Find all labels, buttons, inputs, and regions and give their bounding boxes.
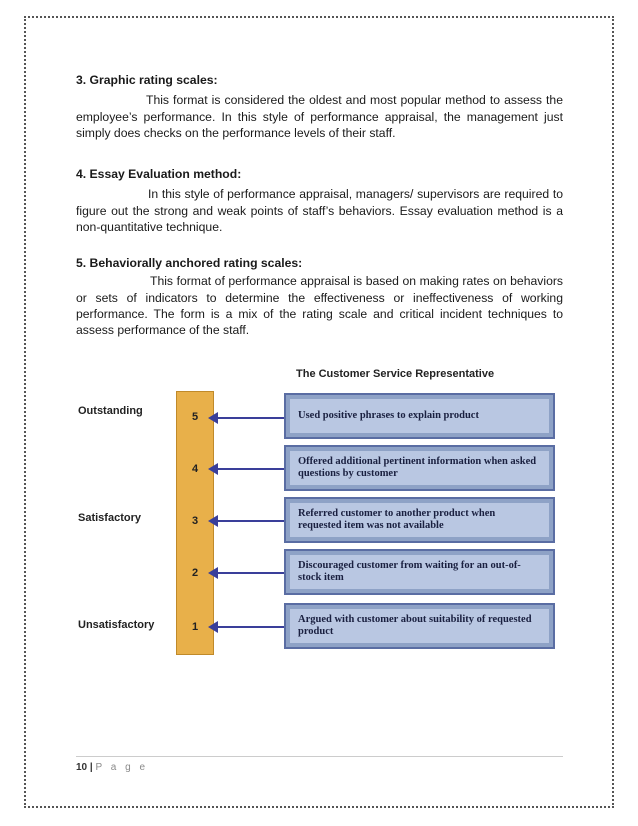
scale-value-2: 2	[192, 567, 199, 579]
section-paragraph: This format is considered the oldest and most popular method to assess the employee’s performance. In this style of performance appraisal, the management just simply does checks on the performance levels of their staff.	[76, 93, 563, 140]
figure-title: The Customer Service Representative	[296, 368, 495, 380]
footer-divider	[76, 756, 563, 757]
behavior-text: Used positive phrases to explain product	[290, 399, 549, 433]
behavior-text: Discouraged customer from waiting for an out-of-stock item	[290, 555, 549, 589]
section-paragraph: In this style of performance appraisal, managers/ supervisors are required to figure out the strong and weak points of staff’s behaviors. Essay evaluation method is a non-quantitative technique.	[76, 187, 563, 234]
arrow-left-icon	[216, 572, 286, 574]
bars-figure	[70, 365, 570, 665]
section-bars	[76, 255, 563, 338]
scale-value-1: 1	[192, 621, 199, 633]
behavior-text: Offered additional pertinent information when asked questions by customer	[290, 451, 549, 485]
behavior-box-2	[284, 549, 555, 595]
behavior-text: Argued with customer about suitability of requested product	[290, 609, 549, 643]
anchor-unsatisfactory: Unsatisfactory	[78, 619, 155, 631]
arrow-left-icon	[216, 626, 286, 628]
anchor-outstanding: Outstanding	[78, 405, 143, 417]
section-heading: 3. Graphic rating scales:	[76, 73, 218, 87]
behavior-box-3	[284, 497, 555, 543]
section-heading: 5. Behaviorally anchored rating scales:	[76, 256, 303, 270]
page-label: P a g e	[95, 762, 149, 773]
section-paragraph: This format of performance appraisal is based on making rates on behaviors or sets of indicators to determine the effectiveness or ineffectiveness of working performance. The form is a mix of the rating scale and critical incident techniques to assess performance of the staff.	[76, 274, 563, 338]
scale-value-3: 3	[192, 515, 199, 527]
arrow-left-icon	[216, 417, 286, 419]
scale-value-5: 5	[192, 411, 199, 423]
footer-separator: |	[89, 762, 93, 773]
arrow-left-icon	[216, 520, 286, 522]
section-heading: 4. Essay Evaluation method:	[76, 167, 242, 181]
behavior-box-5	[284, 393, 555, 439]
behavior-box-4	[284, 445, 555, 491]
anchor-satisfactory: Satisfactory	[78, 512, 141, 524]
arrow-left-icon	[216, 468, 286, 470]
behavior-box-1	[284, 603, 555, 649]
section-graphic-rating	[76, 72, 563, 141]
page-number: 10	[76, 762, 88, 773]
behavior-text: Referred customer to another product when requested item was not available	[290, 503, 549, 537]
scale-value-4: 4	[192, 463, 199, 475]
page-footer	[76, 762, 148, 773]
section-essay-evaluation	[76, 166, 563, 235]
